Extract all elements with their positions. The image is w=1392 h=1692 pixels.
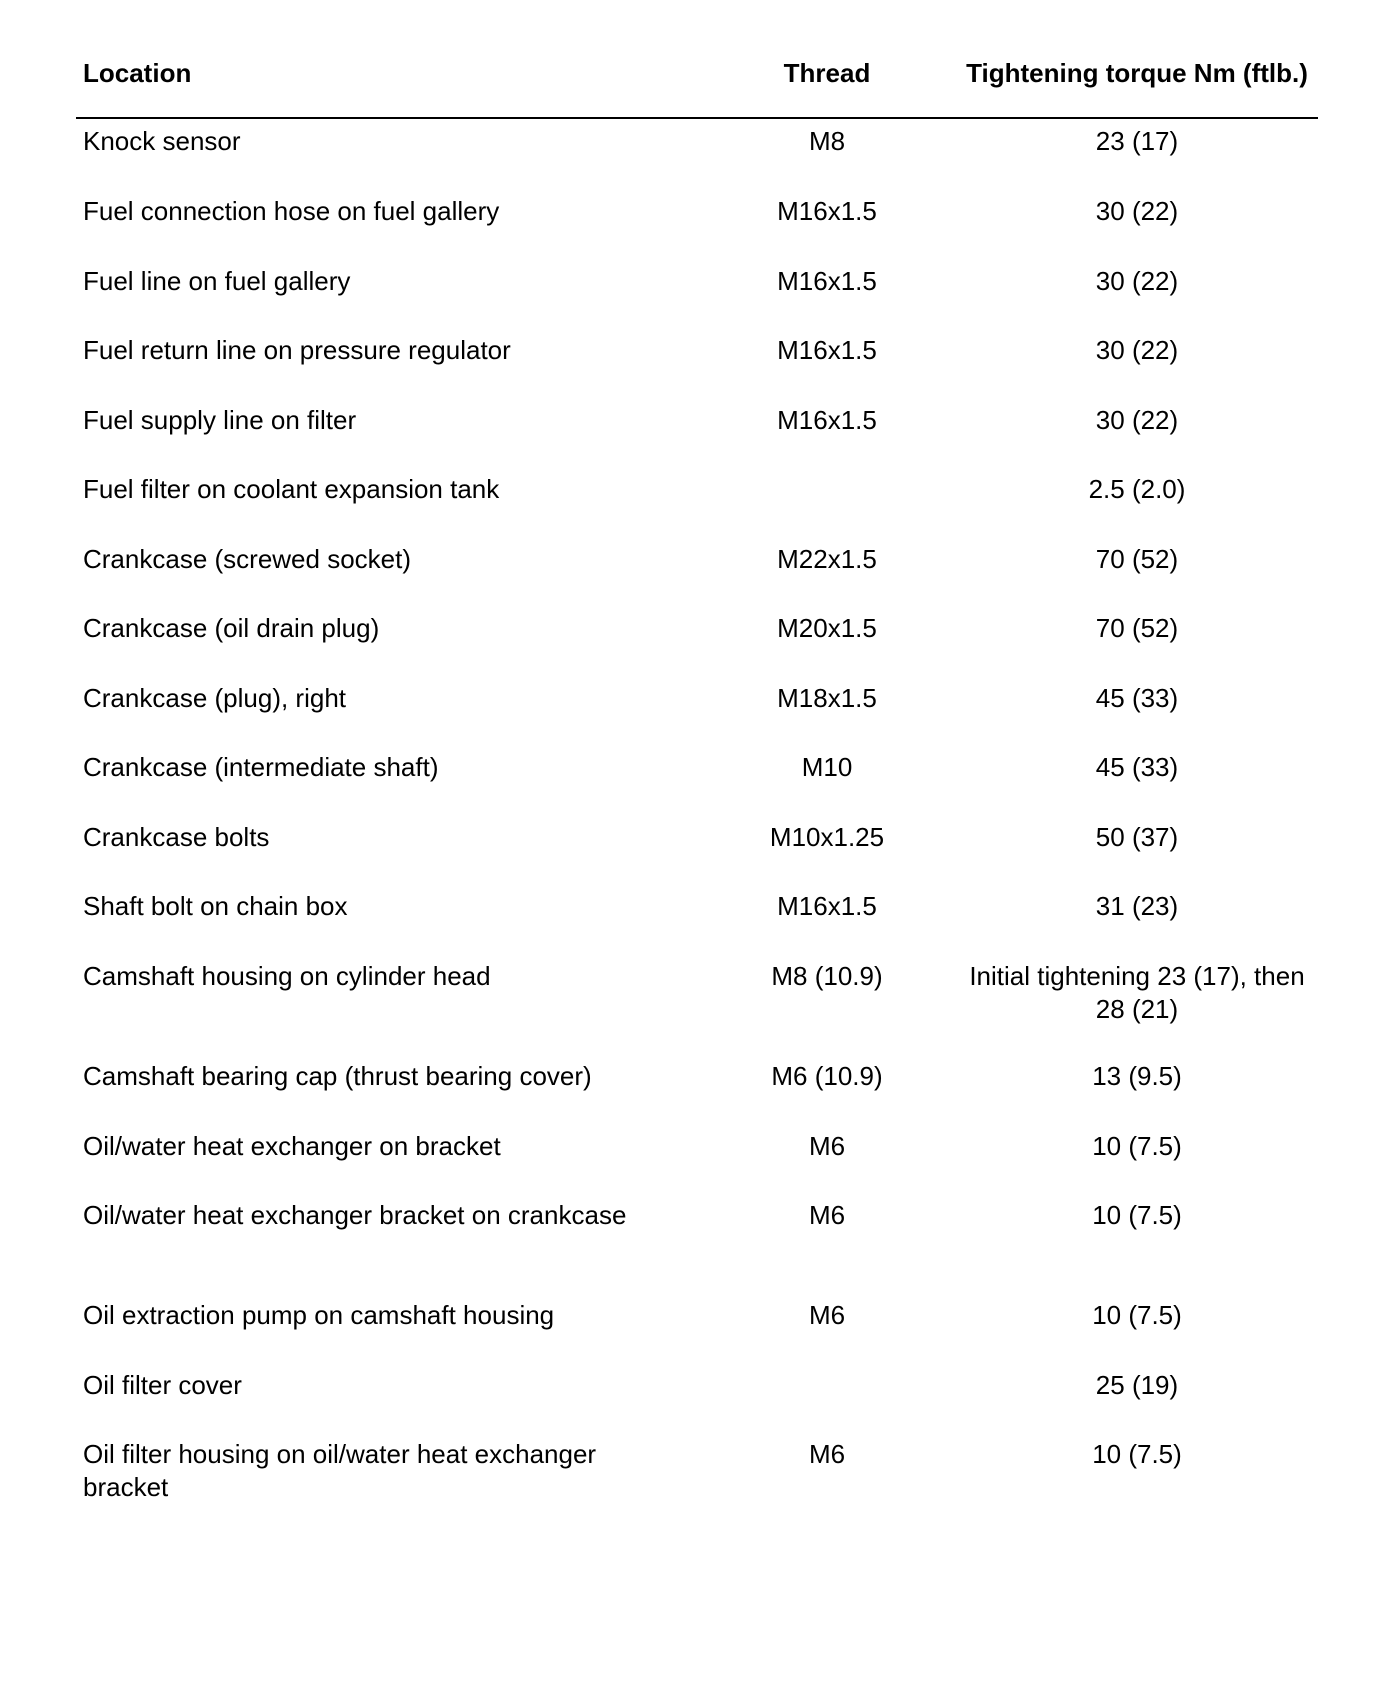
- location-cell: Oil filter cover: [83, 1370, 242, 1400]
- header-thread: Thread: [783, 58, 871, 88]
- thread-cell: M8 (10.9): [771, 961, 883, 991]
- torque-cell: 13 (9.5): [1092, 1061, 1182, 1091]
- torque-cell: 2.5 (2.0): [1088, 474, 1186, 504]
- torque-cell: 31 (23): [1095, 891, 1179, 921]
- location-cell: Camshaft bearing cap (thrust bearing cover): [83, 1061, 592, 1091]
- torque-cell: 70 (52): [1095, 544, 1179, 574]
- location-cell: Shaft bolt on chain box: [83, 891, 348, 921]
- torque-cell: 50 (37): [1095, 822, 1179, 852]
- location-cell: Crankcase (oil drain plug): [83, 613, 380, 643]
- location-cell: Crankcase (plug), right: [83, 683, 346, 713]
- thread-cell: M10: [801, 752, 853, 782]
- thread-cell: M22x1.5: [777, 544, 877, 574]
- thread-cell: M6: [808, 1439, 846, 1469]
- thread-cell: M6 (10.9): [771, 1061, 883, 1091]
- header-location: Location: [83, 58, 192, 88]
- torque-cell: 10 (7.5): [1092, 1439, 1182, 1469]
- torque-cell: 10 (7.5): [1092, 1300, 1182, 1330]
- location-cell: Oil/water heat exchanger on bracket: [83, 1131, 501, 1161]
- location-cell: Fuel connection hose on fuel gallery: [83, 196, 500, 226]
- torque-cell: 30 (22): [1095, 266, 1179, 296]
- location-cell: Knock sensor: [83, 126, 241, 156]
- header-torque: Tightening torque Nm (ftlb.): [966, 58, 1308, 88]
- torque-cell: 30 (22): [1095, 196, 1179, 226]
- table-header: [77, 58, 1317, 98]
- thread-cell: M16x1.5: [777, 196, 877, 226]
- thread-cell: M18x1.5: [777, 683, 877, 713]
- torque-cell: 10 (7.5): [1092, 1200, 1182, 1230]
- location-cell: Fuel supply line on filter: [83, 405, 357, 435]
- location-cell: Fuel filter on coolant expansion tank: [83, 474, 500, 504]
- location-cell: Oil filter housing on oil/water heat exchanger bracket: [83, 1439, 597, 1502]
- torque-cell: 10 (7.5): [1092, 1131, 1182, 1161]
- torque-cell: 25 (19): [1095, 1370, 1179, 1400]
- location-cell: Fuel line on fuel gallery: [83, 266, 351, 296]
- torque-cell: 23 (17): [1095, 126, 1179, 156]
- location-cell: Crankcase bolts: [83, 822, 270, 852]
- thread-cell: M8: [808, 126, 846, 156]
- location-cell: Crankcase (screwed socket): [83, 544, 411, 574]
- location-cell: Oil extraction pump on camshaft housing: [83, 1300, 555, 1330]
- thread-cell: M16x1.5: [777, 335, 877, 365]
- torque-cell: 30 (22): [1095, 335, 1179, 365]
- location-cell: Crankcase (intermediate shaft): [83, 752, 439, 782]
- thread-cell: M6: [808, 1131, 846, 1161]
- location-cell: Fuel return line on pressure regulator: [83, 335, 511, 365]
- thread-cell: M6: [808, 1300, 846, 1330]
- torque-cell: 45 (33): [1095, 752, 1179, 782]
- thread-cell: M10x1.25: [769, 822, 885, 852]
- torque-cell: 45 (33): [1095, 683, 1179, 713]
- thread-cell: M16x1.5: [777, 891, 877, 921]
- thread-cell: M16x1.5: [777, 405, 877, 435]
- thread-cell: M6: [808, 1200, 846, 1230]
- thread-cell: M16x1.5: [777, 266, 877, 296]
- thread-cell: M20x1.5: [777, 613, 877, 643]
- location-cell: Oil/water heat exchanger bracket on crankcase: [83, 1200, 627, 1230]
- location-cell: Camshaft housing on cylinder head: [83, 961, 491, 991]
- torque-cell: Initial tightening 23 (17), then 28 (21): [969, 961, 1305, 1024]
- torque-cell: 70 (52): [1095, 613, 1179, 643]
- torque-cell: 30 (22): [1095, 405, 1179, 435]
- header-divider: [76, 117, 1318, 119]
